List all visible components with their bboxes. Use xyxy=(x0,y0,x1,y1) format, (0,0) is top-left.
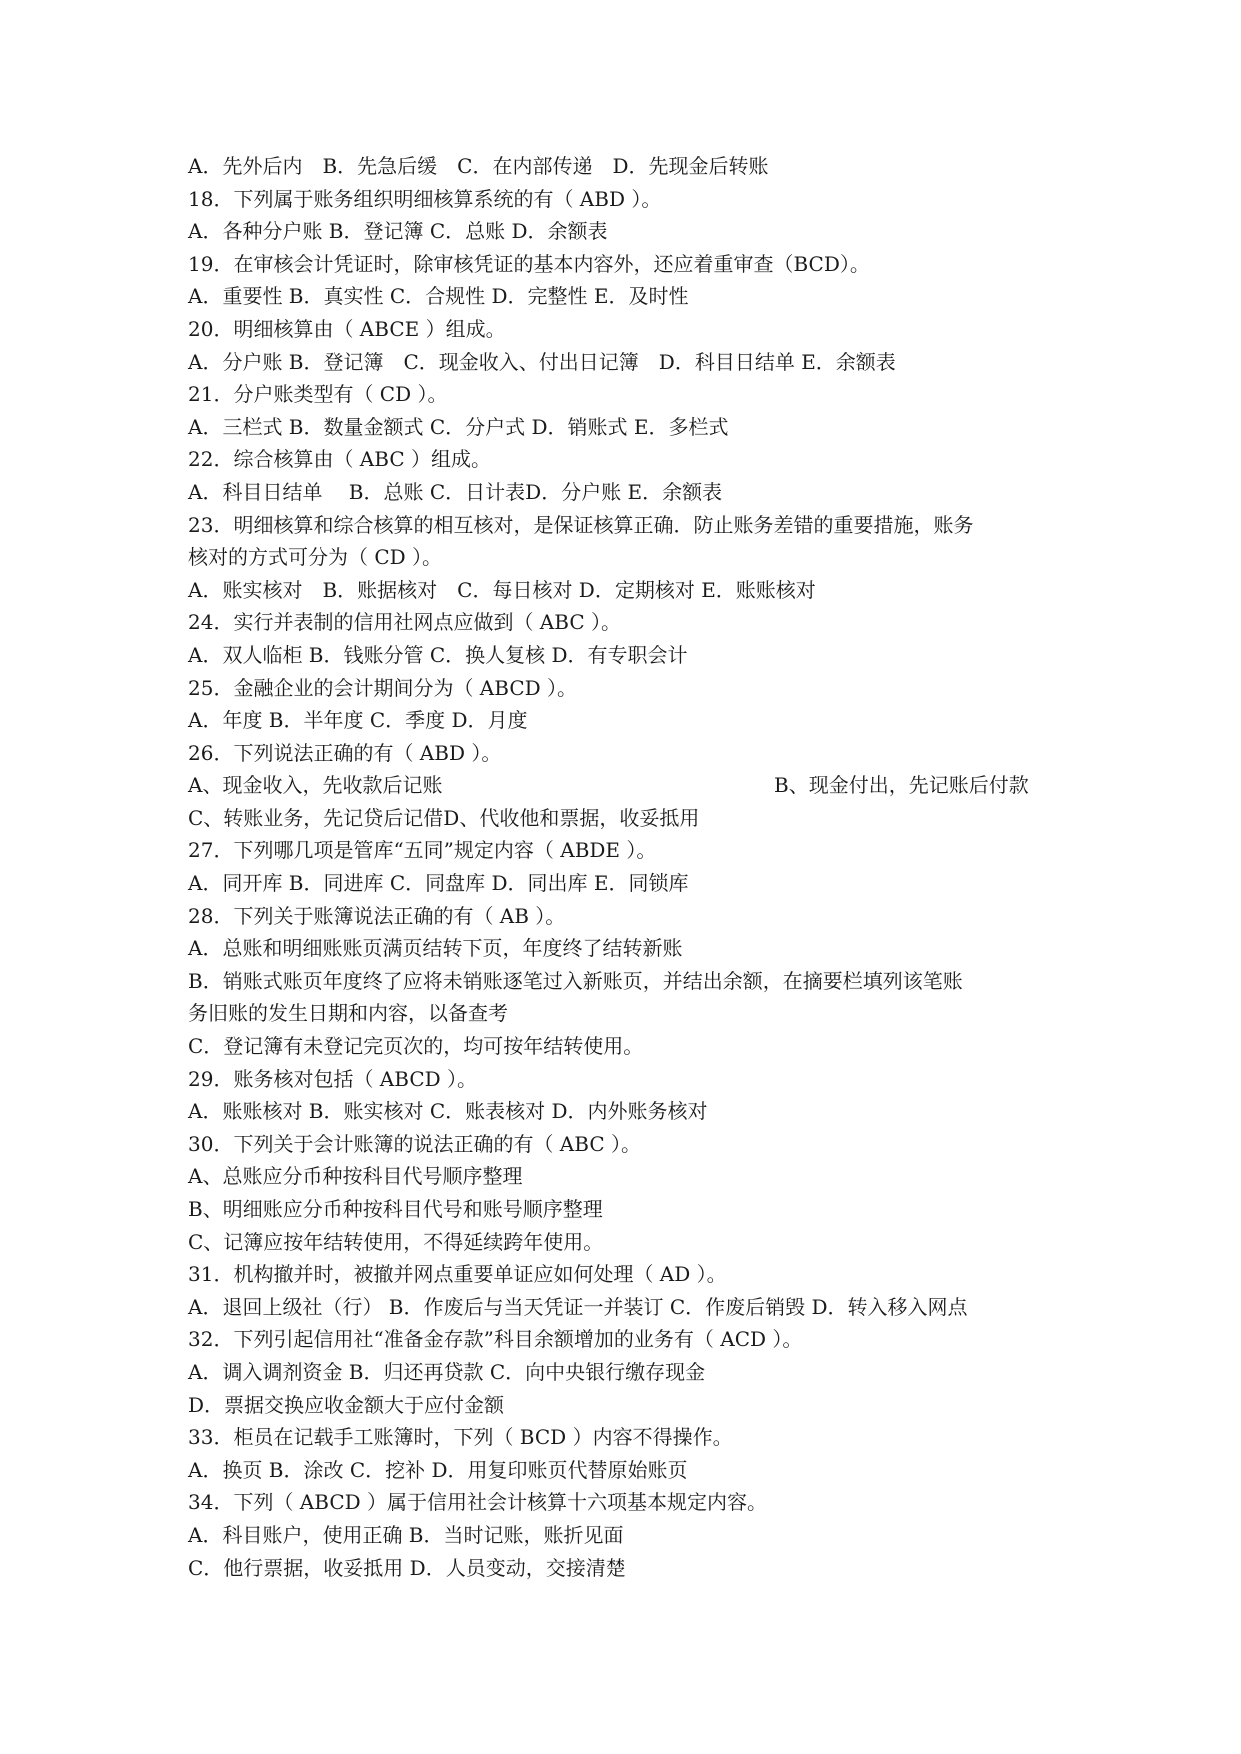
question-18: 18．下列属于账务组织明细核算系统的有（ ABD ）。 xyxy=(188,186,662,211)
question-21: 21．分户账类型有（ CD ）。 xyxy=(188,382,448,407)
question-34: 34．下列（ ABCD ）属于信用社会计核算十六项基本规定内容。 xyxy=(188,1490,768,1515)
text-line: A．双人临柜 B．钱账分管 C．换人复核 D．有专职会计 xyxy=(188,642,688,667)
question-23: 23．明细核算和综合核算的相互核对，是保证核算正确．防止账务差错的重要措施，账务 xyxy=(188,512,974,537)
question-20: 20．明细核算由（ ABCE ）组成。 xyxy=(188,316,506,341)
question-30: 30．下列关于会计账簿的说法正确的有（ ABC ）。 xyxy=(188,1131,641,1156)
text-line: A．各种分户账 B．登记簿 C．总账 D．余额表 xyxy=(188,219,608,244)
question-26: 26．下列说法正确的有（ ABD ）。 xyxy=(188,740,502,765)
text-line: A．年度 B．半年度 C．季度 D．月度 xyxy=(188,708,528,733)
text-line: A．账实核对 B．账据核对 C．每日核对 D．定期核对 E．账账核对 xyxy=(188,577,816,602)
text-line: C、记簿应按年结转使用，不得延续跨年使用。 xyxy=(188,1229,604,1254)
text-line: A．换页 B．涂改 C．挖补 D．用复印账页代替原始账页 xyxy=(188,1457,688,1482)
text-line: A、总账应分币种按科目代号顺序整理 xyxy=(188,1164,523,1189)
text-line: A．科目日结单 B．总账 C．日计表D．分户账 E．余额表 xyxy=(188,479,723,504)
question-28: 28．下列关于账簿说法正确的有（ AB ）。 xyxy=(188,903,566,928)
question-31: 31．机构撤并时，被撤并网点重要单证应如何处理（ AD ）。 xyxy=(188,1262,727,1287)
text-line: A．退回上级社（行） B．作废后与当天凭证一并装订 C．作废后销毁 D．转入移入网点 xyxy=(188,1294,968,1319)
document-body xyxy=(188,150,1068,1584)
question-19: 19．在审核会计凭证时，除审核凭证的基本内容外，还应着重审查（BCD）。 xyxy=(188,251,870,276)
text-line: A．重要性 B．真实性 C．合规性 D．完整性 E．及时性 xyxy=(188,284,689,309)
text-line: A．调入调剂资金 B．归还再贷款 C．向中央银行缴存现金 xyxy=(188,1359,706,1384)
text-line: A．同开库 B．同进库 C．同盘库 D．同出库 E．同锁库 xyxy=(188,871,689,896)
option-b: B、现金付出，先记账后付款 xyxy=(774,773,1029,798)
question-27: 27．下列哪几项是管库“五同”规定内容（ ABDE ）。 xyxy=(188,838,657,863)
text-line: A．三栏式 B．数量金额式 C．分户式 D．销账式 E．多栏式 xyxy=(188,414,729,439)
text-line: A．科目账户，使用正确 B．当时记账，账折见面 xyxy=(188,1522,624,1547)
question-32: 32．下列引起信用社“准备金存款”科目余额增加的业务有（ ACD ）。 xyxy=(188,1327,803,1352)
text-line: A．分户账 B．登记簿 C．现金收入、付出日记簿 D．科目日结单 E．余额表 xyxy=(188,349,896,374)
text-line: 核对的方式可分为（ CD ）。 xyxy=(188,545,443,570)
text-line: C、转账业务，先记贷后记借D、代收他和票据，收妥抵用 xyxy=(188,805,700,830)
text-line: 务旧账的发生日期和内容，以备查考 xyxy=(188,1001,508,1026)
text-line: C．他行票据，收妥抵用 D．人员变动，交接清楚 xyxy=(188,1555,626,1580)
text-line: D．票据交换应收金额大于应付金额 xyxy=(188,1392,505,1417)
text-line: A．账账核对 B．账实核对 C．账表核对 D．内外账务核对 xyxy=(188,1099,708,1124)
question-33: 33．柜员在记载手工账簿时，下列（ BCD ）内容不得操作。 xyxy=(188,1425,733,1450)
text-line: B、明细账应分币种按科目代号和账号顺序整理 xyxy=(188,1197,603,1221)
question-29: 29．账务核对包括（ ABCD ）。 xyxy=(188,1066,478,1091)
text-line xyxy=(188,769,1068,802)
text-line: B．销账式账页年度终了应将未销账逐笔过入新账页，并结出余额，在摘要栏填列该笔账 xyxy=(188,968,963,993)
text-line: C．登记簿有未登记完页次的，均可按年结转使用。 xyxy=(188,1034,644,1059)
text-line: A．总账和明细账账页满页结转下页，年度终了结转新账 xyxy=(188,936,683,961)
question-24: 24．实行并表制的信用社网点应做到（ ABC ）。 xyxy=(188,610,621,635)
question-25: 25．金融企业的会计期间分为（ ABCD ）。 xyxy=(188,675,578,700)
text-line: A．先外后内 B．先急后缓 C．在内部传递 D．先现金后转账 xyxy=(188,154,769,178)
option-a: A、现金收入，先收款后记账 xyxy=(188,773,443,798)
question-22: 22．综合核算由（ ABC ）组成。 xyxy=(188,447,491,472)
